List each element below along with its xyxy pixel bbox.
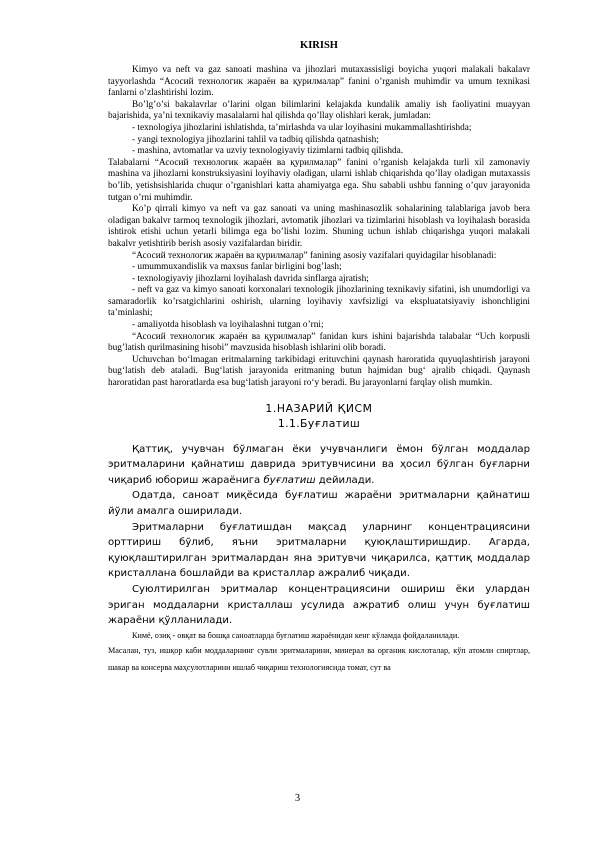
list-item: - neft va gaz va kimyo sanoati korxonalari texnologik jihozlarining texnikaviy sifatini, ish unumdorligi va samaradorlik ko’rsatgichlarini oshirish, ularning loyihaviy xavfsizligi va ekspluatatsiyaviy ishonchligini ta’minlashi; (108, 285, 530, 319)
small-text-section (108, 629, 530, 677)
body-paragraph: Эритмаларни буғлатишдан мақсад уларнинг концентрациясини орттириш бўлиб, яъни эритмаларни қуюқлаштиришдир. Агарда, қуюқлаштирилган эритмалардан яна эритувчи чиқарилса, қаттиқ моддалар кристаллана бошлайди ва кристаллар ажралиб чиқади. (108, 521, 530, 580)
body-section (108, 442, 530, 629)
page-number: 3 (294, 793, 301, 804)
body-paragraph: Масалан, туз, ишқор каби моддаларнинг сувли эритмаларини, минерал ва органик кислоталар, кўп атомли спиртлар, шакар ва консерва маҳсулотларини ишлаб чиқариш технологиясида томат, сут ва (108, 645, 530, 673)
body-paragraph: Қаттиқ, учувчан бўлмаган ёки учувчанлиги ёмон бўлган моддалар эритмаларини қайнатиш даврида эритувчисини ва ҳосил бўлган буғларни чиқариб юбориш жараёнига буғлатиш дейилади. (108, 443, 530, 486)
intro-paragraph: Ko’p qirrali kimyo va neft va gaz sanoati va uning mashinasozlik sohalarining talablariga javob bera oladigan bakalvr tarmoq texnologik jihozlari, avtomatik jihozlari va tizimlarini hisoblash va loyihalash borasida ishtirok etishi uchun yetarli bilimga ega bo’lishi lozim. Shuning uchun ishlab chiqarishga yuqori malakali bakalvr yetishtirib berish asosiy vazifalardan biridir. (108, 204, 530, 249)
body-paragraph: Суюлтирилган эритмалар концентрациясини ошириш ёки улардан эриган моддаларни кристаллаш усулида ажратиб олиш учун буғлатиш жараёни қўлланилади. (108, 583, 530, 627)
list-item: - umummuxandislik va maxsus fanlar birligini bog’lash; (132, 262, 342, 273)
intro-paragraph: Uchuvchan bo‘lmagan eritmalarning tarkibidagi erituvchini qaynash haroratida quyuqlashtirish jarayoni bug‘latish deb ataladi. Bug‘latish jarayonida eritmaning butun hajmidan bug‘ ajralib chiqadi. Qaynash haroratidan past haroratlarda esa bug‘latish jarayoni ro‘y beradi. Bu jarayonlarni farqlay olish mumkin. (108, 354, 530, 389)
section-title: 1.1.Буғлатиш (277, 416, 361, 430)
list-item: - texnologiya jihozlarini ishlatishda, ta’mirlashda va ular loyihasini mukammallashtirishda; (132, 122, 472, 133)
body-paragraph: Одатда, саноат миқёсида буғлатиш жараёни эритмаларни қайнатиш йўли амалга оширилади. (108, 490, 530, 517)
intro-paragraph: “Асосий технологик жараён ва қурилмалар” fanidan kurs ishini bajarishda talabalar “Uch korpusli bug’latish qurilmasining hisobi” mavzusida hisoblash ishlarini olib boradi. (108, 331, 530, 354)
intro-paragraph: Kimyo va neft va gaz sanoati mashina va jihozlari mutaxassisligi boyicha yuqori malakali bakalavr tayyorlashda “Асосий технологик жараён ва қурилмалар” fanini o’rganish muhimdir va umum texnikasi fanlarni o’zlashtirishi lozim. (108, 65, 530, 99)
list-item: - mashina, avtomatlar va uzviy texnologiyaviy tizimlarni tadbiq qilishda. (132, 146, 404, 157)
intro-section (108, 65, 530, 390)
document-page (108, 40, 530, 677)
list-item: - texnologiyaviy jihozlarni loyihalash davrida sinflarga ajratish; (132, 273, 369, 284)
intro-paragraph: Bo’lg’o’si bakalavrlar o’larini olgan bilimlarini kelajakda kundalik amaliy ish faoliyatini muayyan bajarishida, ya’ni texnikaviy masalalarni hal qilishda qo’llay olishlari kerak, jumladan: (108, 99, 530, 122)
chapter-title: 1.НАЗАРИЙ ҚИСМ (265, 401, 373, 415)
intro-paragraph: Talabalarni “Асосий технологик жараён ва қурилмалар” fanini o’rganish kelajakda turli xil zamonaviy mashina va jihozlarni konstruksiyasini loyihaviy oladigan, ularni ishlab chiqarishda qo’llay oladigan mutaxassis bo’lib, yetishsishlarida chuqur o’rganishlari katta ahamiyatga ega. Shu sababli ushbu fanning o’quv jarayonida tutgan o’rni muhimdir. (108, 157, 530, 203)
page-title: KIRISH (300, 40, 338, 51)
italic-term: буғлатиш (263, 474, 316, 486)
list-item: - amaliyotda hisoblash va loyihalashni tutgan o’rni; (132, 320, 324, 331)
intro-paragraph: “Асосий технологик жараён ва қурилмалар” fanining asosiy vazifalari quyidagilar hisoblanadi: (132, 250, 497, 261)
list-item: - yangi texnologiya jihozlarini tahlil va tadbiq qilishda qatnashish; (132, 134, 379, 145)
body-paragraph: Кимё, озиқ - овқат ва бошқа саноатларда буғлатиш жараёнидан кенг кўламда фойдаланилади. (132, 630, 460, 640)
